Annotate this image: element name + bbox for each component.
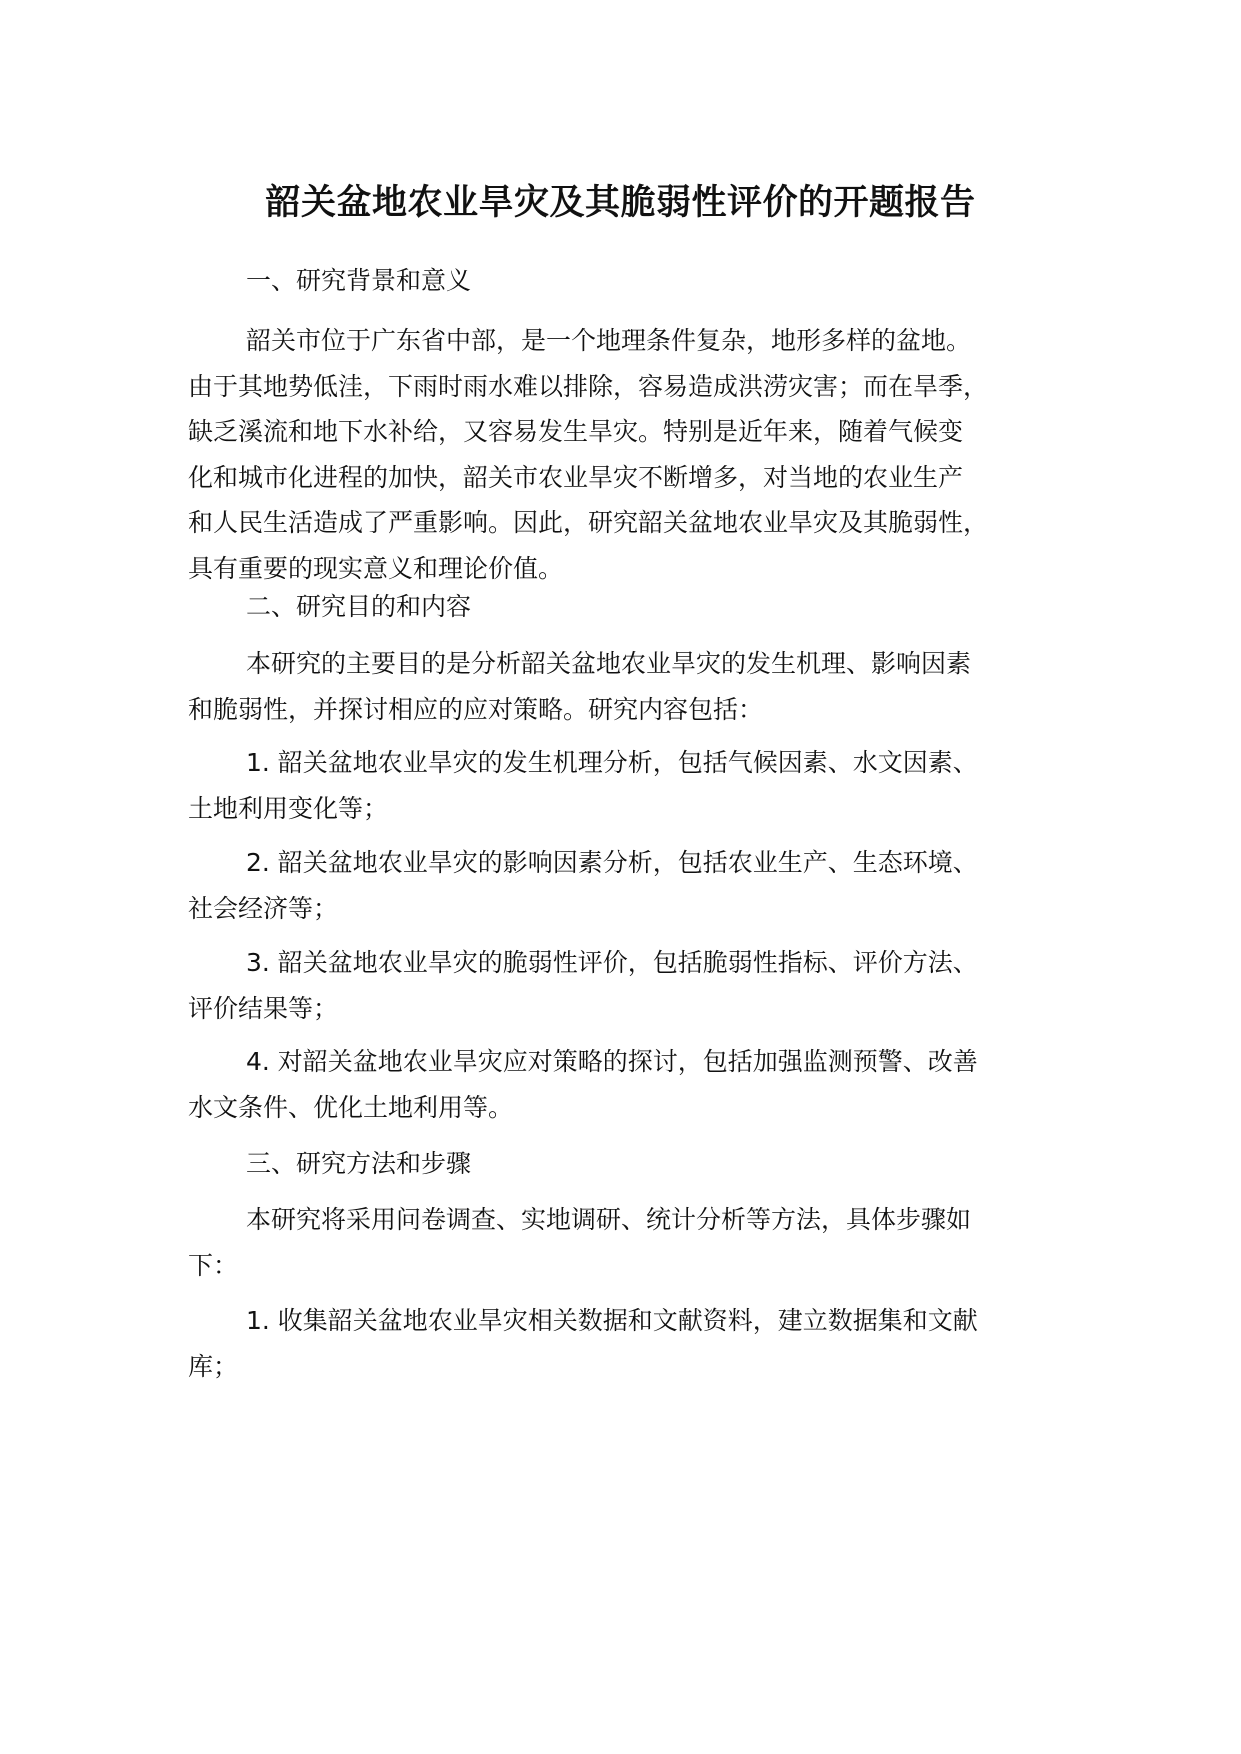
list-item-step-1: 1. 收集韶关盆地农业旱灾相关数据和文献资料，建立数据集和文献 库； — [188, 1306, 978, 1381]
list-item-objective-3: 3. 韶关盆地农业旱灾的脆弱性评价，包括脆弱性指标、评价方法、 评价结果等； — [188, 948, 978, 1023]
paragraph-methods-intro: 本研究将采用问卷调查、实地调研、统计分析等方法，具体步骤如 下： — [188, 1205, 972, 1280]
list-item-objective-2: 2. 韶关盆地农业旱灾的影响因素分析，包括农业生产、生态环境、 社会经济等； — [188, 848, 978, 923]
list-item-objective-1: 1. 韶关盆地农业旱灾的发生机理分析，包括气候因素、水文因素、 土地利用变化等； — [188, 748, 978, 823]
document-title: 韶关盆地农业旱灾及其脆弱性评价的开题报告 — [265, 183, 976, 223]
section-heading-methods: 三、研究方法和步骤 — [246, 1149, 472, 1178]
section-heading-objectives: 二、研究目的和内容 — [246, 592, 472, 621]
paragraph-objectives-intro: 本研究的主要目的是分析韶关盆地农业旱灾的发生机理、影响因素 和脆弱性，并探讨相应的应对策略。研究内容包括： — [188, 649, 972, 724]
section-heading-background: 一、研究背景和意义 — [246, 266, 472, 295]
paragraph-background: 韶关市位于广东省中部，是一个地理条件复杂，地形多样的盆地。 由于其地势低洼，下雨时雨水难以排除，容易造成洪涝灾害；而在旱季， 缺乏溪流和地下水补给，又容易发生旱灾。特别是近年来，随着气候变 化和城市化进程的加快，韶关市农业旱灾不断增多，对当地的农业生产 和人民生活造成了严重影响。因此，研究韶关盆地农业旱灾及其脆弱性， 具有重要的现实意义和理论价值。 — [188, 326, 989, 583]
list-item-objective-4: 4. 对韶关盆地农业旱灾应对策略的探讨，包括加强监测预警、改善 水文条件、优化土地利用等。 — [188, 1047, 978, 1122]
